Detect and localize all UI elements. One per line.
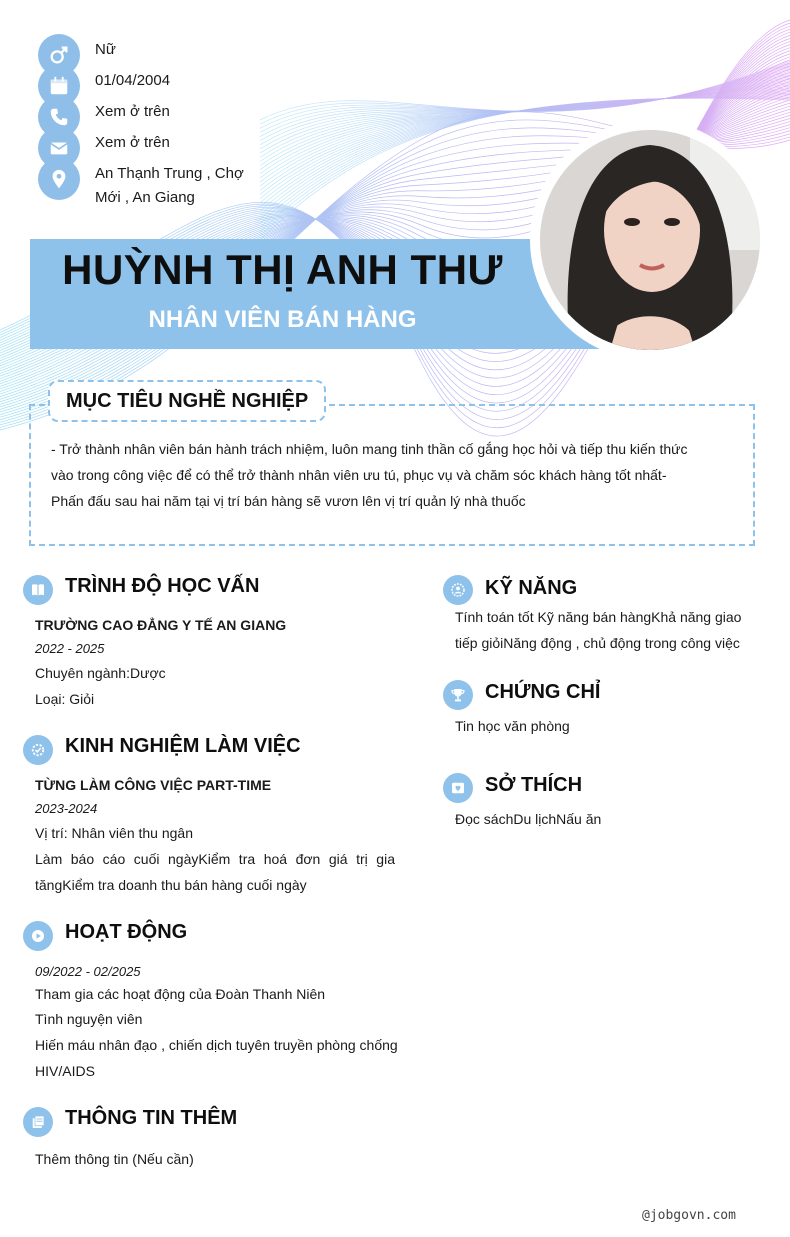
education-title: TRÌNH ĐỘ HỌC VẤN — [65, 575, 260, 597]
address-line-1: An Thạnh Trung , Chợ — [95, 165, 244, 182]
address-line-2: Mới , An Giang — [95, 189, 195, 206]
gear-check-icon — [23, 735, 53, 765]
contact-address — [38, 158, 244, 206]
footer-brand: @jobgovn.com — [642, 1208, 736, 1223]
experience-duties: Làm báo cáo cuối ngàyKiểm tra hoá đơn giá trị gia tăngKiểm tra doanh thu bán hàng cuối ngày — [35, 851, 395, 893]
objective-line-2: vào trong công việc để có thể trở thành nhân viên ưu tú, phục vụ và chăm sóc khách hàng tốt nhất- — [51, 467, 667, 483]
objective-header — [48, 380, 326, 422]
gender-text: Nữ — [95, 41, 116, 58]
activities-item-3: Hiến máu nhân đạo , chiến dịch tuyên truyền phòng chống HIV/AIDS — [35, 1037, 398, 1079]
objective-line-1: - Trở thành nhân viên bán hành trách nhiệm, luôn mang tinh thần cố gắng học hỏi và tiếp thu kiến thức — [51, 441, 688, 457]
skills-person-icon — [443, 575, 473, 605]
education-period: 2022 - 2025 — [35, 641, 105, 656]
phone-text: Xem ở trên — [95, 103, 170, 120]
skills-line-1: Tính toán tốt Kỹ năng bán hàngKhả năng giao — [455, 609, 742, 625]
hobbies-text: Đọc sáchDu lịchNấu ăn — [455, 811, 602, 827]
play-icon — [23, 921, 53, 951]
book-icon — [23, 575, 53, 605]
avatar-photo — [540, 130, 760, 350]
job-title: NHÂN VIÊN BÁN HÀNG — [148, 306, 417, 333]
activities-item-2: Tình nguyện viên — [35, 1011, 143, 1027]
heart-icon — [443, 773, 473, 803]
experience-job: TỪNG LÀM CÔNG VIỆC PART-TIME — [35, 777, 272, 793]
address-text — [95, 162, 244, 210]
education-school: TRƯỜNG CAO ĐẲNG Y TẾ AN GIANG — [35, 617, 287, 633]
documents-icon — [23, 1107, 53, 1137]
extra-info-title: THÔNG TIN THÊM — [65, 1107, 238, 1129]
experience-period: 2023-2024 — [35, 801, 98, 816]
certificates-text: Tin học văn phòng — [455, 718, 570, 734]
objective-text — [51, 436, 691, 514]
education-major: Chuyên ngành:Dược — [35, 665, 166, 681]
certificates-title: CHỨNG CHỈ — [485, 681, 601, 703]
extra-info-text: Thêm thông tin (Nếu cần) — [35, 1151, 194, 1167]
skills-line-2: tiếp giỏiNăng động , chủ động trong công việc — [455, 635, 740, 651]
birthdate-text: 01/04/2004 — [95, 72, 171, 89]
education-grade: Loại: Giỏi — [35, 691, 95, 707]
email-text: Xem ở trên — [95, 134, 170, 151]
location-pin-icon — [38, 158, 80, 200]
activities-title: HOẠT ĐỘNG — [65, 921, 188, 943]
activities-item-1: Tham gia các hoạt động của Đoàn Thanh Niên — [35, 986, 326, 1002]
activities-period: 09/2022 - 02/2025 — [35, 964, 141, 979]
objective-title: MỤC TIÊU NGHỀ NGHIỆP — [66, 389, 309, 412]
candidate-name: HUỲNH THỊ ANH THƯ — [62, 246, 503, 293]
objective-line-3: Phấn đấu sau hai năm tại vị trí bán hàng sẽ vươn lên vị trí quản lý nhà thuốc — [51, 493, 526, 509]
skills-title: KỸ NĂNG — [485, 577, 578, 599]
hobbies-title: SỞ THÍCH — [485, 774, 583, 796]
experience-title: KINH NGHIỆM LÀM VIỆC — [65, 735, 301, 757]
experience-position: Vị trí: Nhân viên thu ngân — [35, 825, 193, 841]
trophy-icon — [443, 680, 473, 710]
